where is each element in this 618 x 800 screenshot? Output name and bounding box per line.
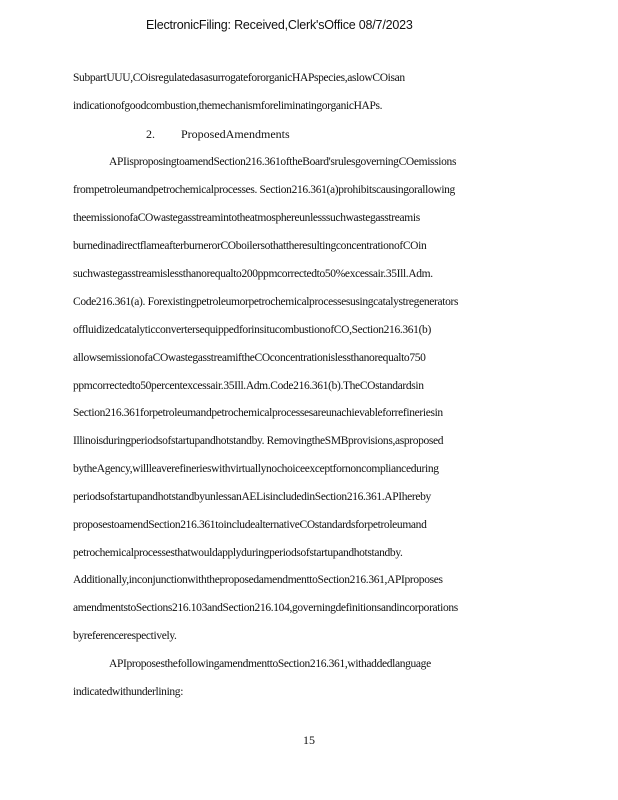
- body-line-15: periodsofstartupandhotstandbyunlessanAELisincludedinSection216.361.APIhereby: [73, 491, 431, 503]
- body-line-12: Section216.361forpetroleumandpetrochemicalprocessesareunachievableforrefineriesin: [73, 407, 443, 419]
- body-line-8: Code216.361(a). Forexistingpetroleumorpetrochemicalprocessesusingcatalystregenerators: [73, 296, 459, 308]
- body-line-10: allowsemissionofaCOwastegasstreamiftheCOconcentrationislessthanorequalto750: [73, 352, 426, 364]
- body-line-3: APIisproposingtoamendSection216.361oftheBoard'srulesgoverningCOemissions: [109, 156, 457, 168]
- page-number: 15: [303, 733, 315, 747]
- body-line-2: indicationofgoodcombustion,themechanismforeliminatingorganicHAPs.: [73, 100, 383, 112]
- body-line-4: frompetroleumandpetrochemicalprocesses. Section216.361(a)prohibitscausingorallowing: [73, 184, 455, 196]
- body-line-18: Additionally,inconjunctionwiththeproposedamendmenttoSection216.361,APIproposes: [73, 574, 443, 586]
- body-line-9: offluidizedcatalyticconvertersequippedforinsitucombustionofCO,Section216.361(b): [73, 324, 431, 336]
- body-line-7: suchwastegasstreamislessthanorequalto200ppmcorrectedto50%excessair.35Ill.Adm.: [73, 268, 433, 280]
- section-number: 2.: [146, 127, 155, 141]
- body-line-6: burnedinadirectflameafterburnerorCOboilersothattheresultingconcentrationofCOin: [73, 240, 427, 252]
- body-line-20: byreferencerespectively.: [73, 630, 177, 642]
- section-title: ProposedAmendments: [181, 127, 290, 141]
- body-line-13: Illinoisduringperiodsofstartupandhotstandby. RemovingtheSMBprovisions,asproposed: [73, 435, 444, 447]
- body-line-19: amendmentstoSections216.103andSection216.104,governingdefinitionsandincorporations: [73, 602, 458, 614]
- body-line-22: indicatedwithunderlining:: [73, 686, 184, 698]
- body-line-16: proposestoamendSection216.361toincludealternativeCOstandardsforpetroleumand: [73, 519, 427, 531]
- body-line-21: APIproposesthefollowingamendmenttoSection216.361,withaddedlanguage: [109, 658, 431, 670]
- filing-header: ElectronicFiling: Received,Clerk'sOffice 08/7/2023: [146, 18, 413, 32]
- body-line-14: bytheAgency,willleaverefinerieswithvirtuallynochoiceexceptfornoncomplianceduring: [73, 463, 439, 475]
- body-line-17: petrochemicalprocessesthatwouldapplyduringperiodsofstartupandhotstandby.: [73, 547, 403, 559]
- body-line-11: ppmcorrectedto50percentexcessair.35Ill.Adm.Code216.361(b).TheCOstandardsin: [73, 380, 424, 392]
- body-line-1: SubpartUUU,COisregulatedasasurrogatefororganicHAPspecies,aslowCOisan: [73, 72, 405, 84]
- section-heading: [146, 127, 290, 142]
- body-line-5: theemissionofaCOwastegasstreamintotheatmosphereunlesssuchwastegasstreamis: [73, 212, 420, 224]
